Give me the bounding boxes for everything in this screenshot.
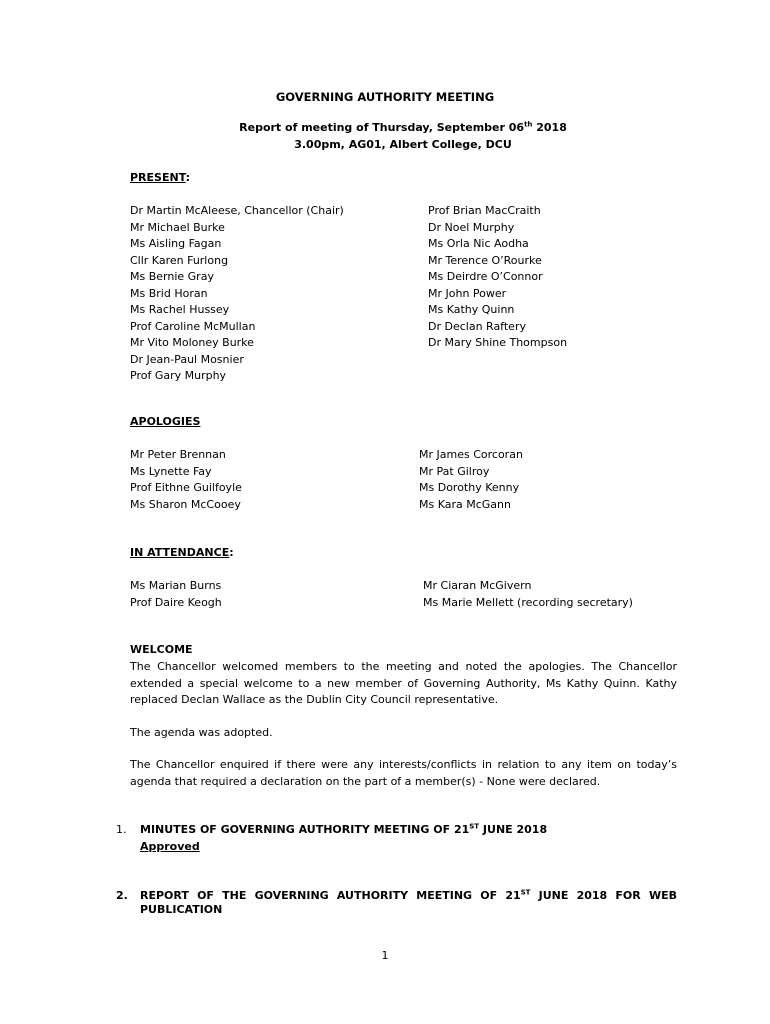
present-member: Ms Deirdre O’Connor <box>428 270 543 283</box>
item-2-title-word: AUTHORITY <box>336 889 409 902</box>
item-2-title-word: 2018 <box>576 889 608 902</box>
item-2-title-word: WEB <box>648 889 677 902</box>
present-member: Dr Martin McAleese, Chancellor (Chair) <box>130 204 344 217</box>
attendance-list-right <box>423 578 633 611</box>
attendance-member: Ms Marie Mellett (recording secretary) <box>423 595 633 609</box>
apologies-member: Ms Sharon McCooey <box>130 497 241 511</box>
attendance-member: Ms Marian Burns <box>130 579 222 592</box>
report-year-text: 2018 <box>532 121 567 134</box>
apologies-member: Ms Dorothy Kenny <box>419 481 520 494</box>
page-number: 1 <box>381 949 389 962</box>
apologies-list-right <box>419 447 523 513</box>
present-member: Ms Brid Horan <box>130 286 208 300</box>
apologies-heading: APOLOGIES <box>130 415 201 428</box>
report-date-line <box>0 121 770 134</box>
present-list-right <box>428 203 567 352</box>
item-2-number: 2. <box>116 889 128 902</box>
report-date-text: Report of meeting of Thursday, September 06 <box>239 121 525 134</box>
item-2-title-sup: ST <box>520 888 531 897</box>
attendance-member: Prof Daire Keogh <box>130 595 222 609</box>
attendance-heading-text: IN ATTENDANCE <box>130 546 230 559</box>
present-member: Prof Caroline McMullan <box>130 319 256 333</box>
attendance-list-left <box>130 578 222 611</box>
apologies-member: Ms Kara McGann <box>419 497 511 511</box>
present-member: Ms Kathy Quinn <box>428 303 515 316</box>
item-1-title <box>140 823 547 836</box>
present-list-left <box>130 203 344 385</box>
present-member: Ms Rachel Hussey <box>130 303 230 316</box>
apologies-list-left <box>130 447 242 513</box>
item-2-title-word: GOVERNING <box>254 889 329 902</box>
report-location-line: 3.00pm, AG01, Albert College, DCU <box>294 138 512 151</box>
item-1-outcome: Approved <box>140 840 200 853</box>
present-member: Cllr Karen Furlong <box>130 253 229 267</box>
present-member: Mr Vito Moloney Burke <box>130 336 254 349</box>
present-member: Ms Orla Nic Aodha <box>428 237 529 250</box>
apologies-member: Mr James Corcoran <box>419 448 523 461</box>
item-1-title-date: JUNE 2018 <box>479 823 548 836</box>
attendance-heading <box>130 546 234 559</box>
present-member: Prof Gary Murphy <box>130 369 227 382</box>
present-member: Ms Aisling Fagan <box>130 237 222 250</box>
item-2-title-word: REPORT <box>140 889 189 902</box>
item-1-title-text: MINUTES OF GOVERNING AUTHORITY MEETING OF 21 <box>140 823 470 836</box>
present-heading <box>130 171 190 184</box>
item-2-title <box>140 889 677 916</box>
attendance-member: Mr Ciaran McGivern <box>423 579 532 592</box>
attendance-heading-colon: : <box>229 546 234 559</box>
item-1-number: 1. <box>116 823 127 836</box>
welcome-paragraph: The Chancellor welcomed members to the meeting and noted the apologies. The Chancellor extended a special welcome to a new member of Governing Authority, Ms Kathy Quinn. Kathy replaced Declan Wallace as the Dublin City Council representative. <box>130 660 677 707</box>
document-title: GOVERNING AUTHORITY MEETING <box>275 90 495 104</box>
present-member: Dr Mary Shine Thompson <box>428 336 568 349</box>
present-member: Mr Terence O’Rourke <box>428 253 542 267</box>
conflicts-paragraph: The Chancellor enquired if there were any interests/conflicts in relation to any item on today’s agenda that required a declaration on the part of a member(s) - None were declared. <box>130 758 677 788</box>
welcome-heading: WELCOME <box>130 643 193 656</box>
present-member: Dr Declan Raftery <box>428 319 526 333</box>
present-member: Mr John Power <box>428 286 507 300</box>
item-2-title-line2: PUBLICATION <box>140 903 223 916</box>
apologies-member: Mr Peter Brennan <box>130 448 226 461</box>
present-member: Mr Michael Burke <box>130 220 225 234</box>
apologies-member: Mr Pat Gilroy <box>419 464 490 478</box>
item-1-title-sup: ST <box>469 822 480 831</box>
item-2-title-word: OF <box>197 889 214 902</box>
apologies-member: Ms Lynette Fay <box>130 464 212 478</box>
agenda-paragraph: The agenda was adopted. <box>130 726 273 739</box>
present-member: Dr Jean-Paul Mosnier <box>130 352 244 366</box>
present-member: Ms Bernie Gray <box>130 270 214 283</box>
present-member: Prof Brian MacCraith <box>428 204 541 217</box>
item-2-title-word: 21ST <box>505 888 531 902</box>
present-member: Dr Noel Murphy <box>428 220 515 234</box>
item-2-title-word: MEETING <box>416 889 473 902</box>
item-2-title-word: OF <box>480 889 498 902</box>
report-date-sup: th <box>524 120 533 129</box>
item-2-title-word: THE <box>222 889 247 902</box>
item-2-title-word: JUNE <box>538 889 569 902</box>
item-2-title-line1 <box>140 889 677 902</box>
present-heading-text: PRESENT <box>130 171 186 184</box>
apologies-member: Prof Eithne Guilfoyle <box>130 481 242 494</box>
item-2-title-word: FOR <box>615 889 641 902</box>
present-heading-colon: : <box>185 171 190 184</box>
